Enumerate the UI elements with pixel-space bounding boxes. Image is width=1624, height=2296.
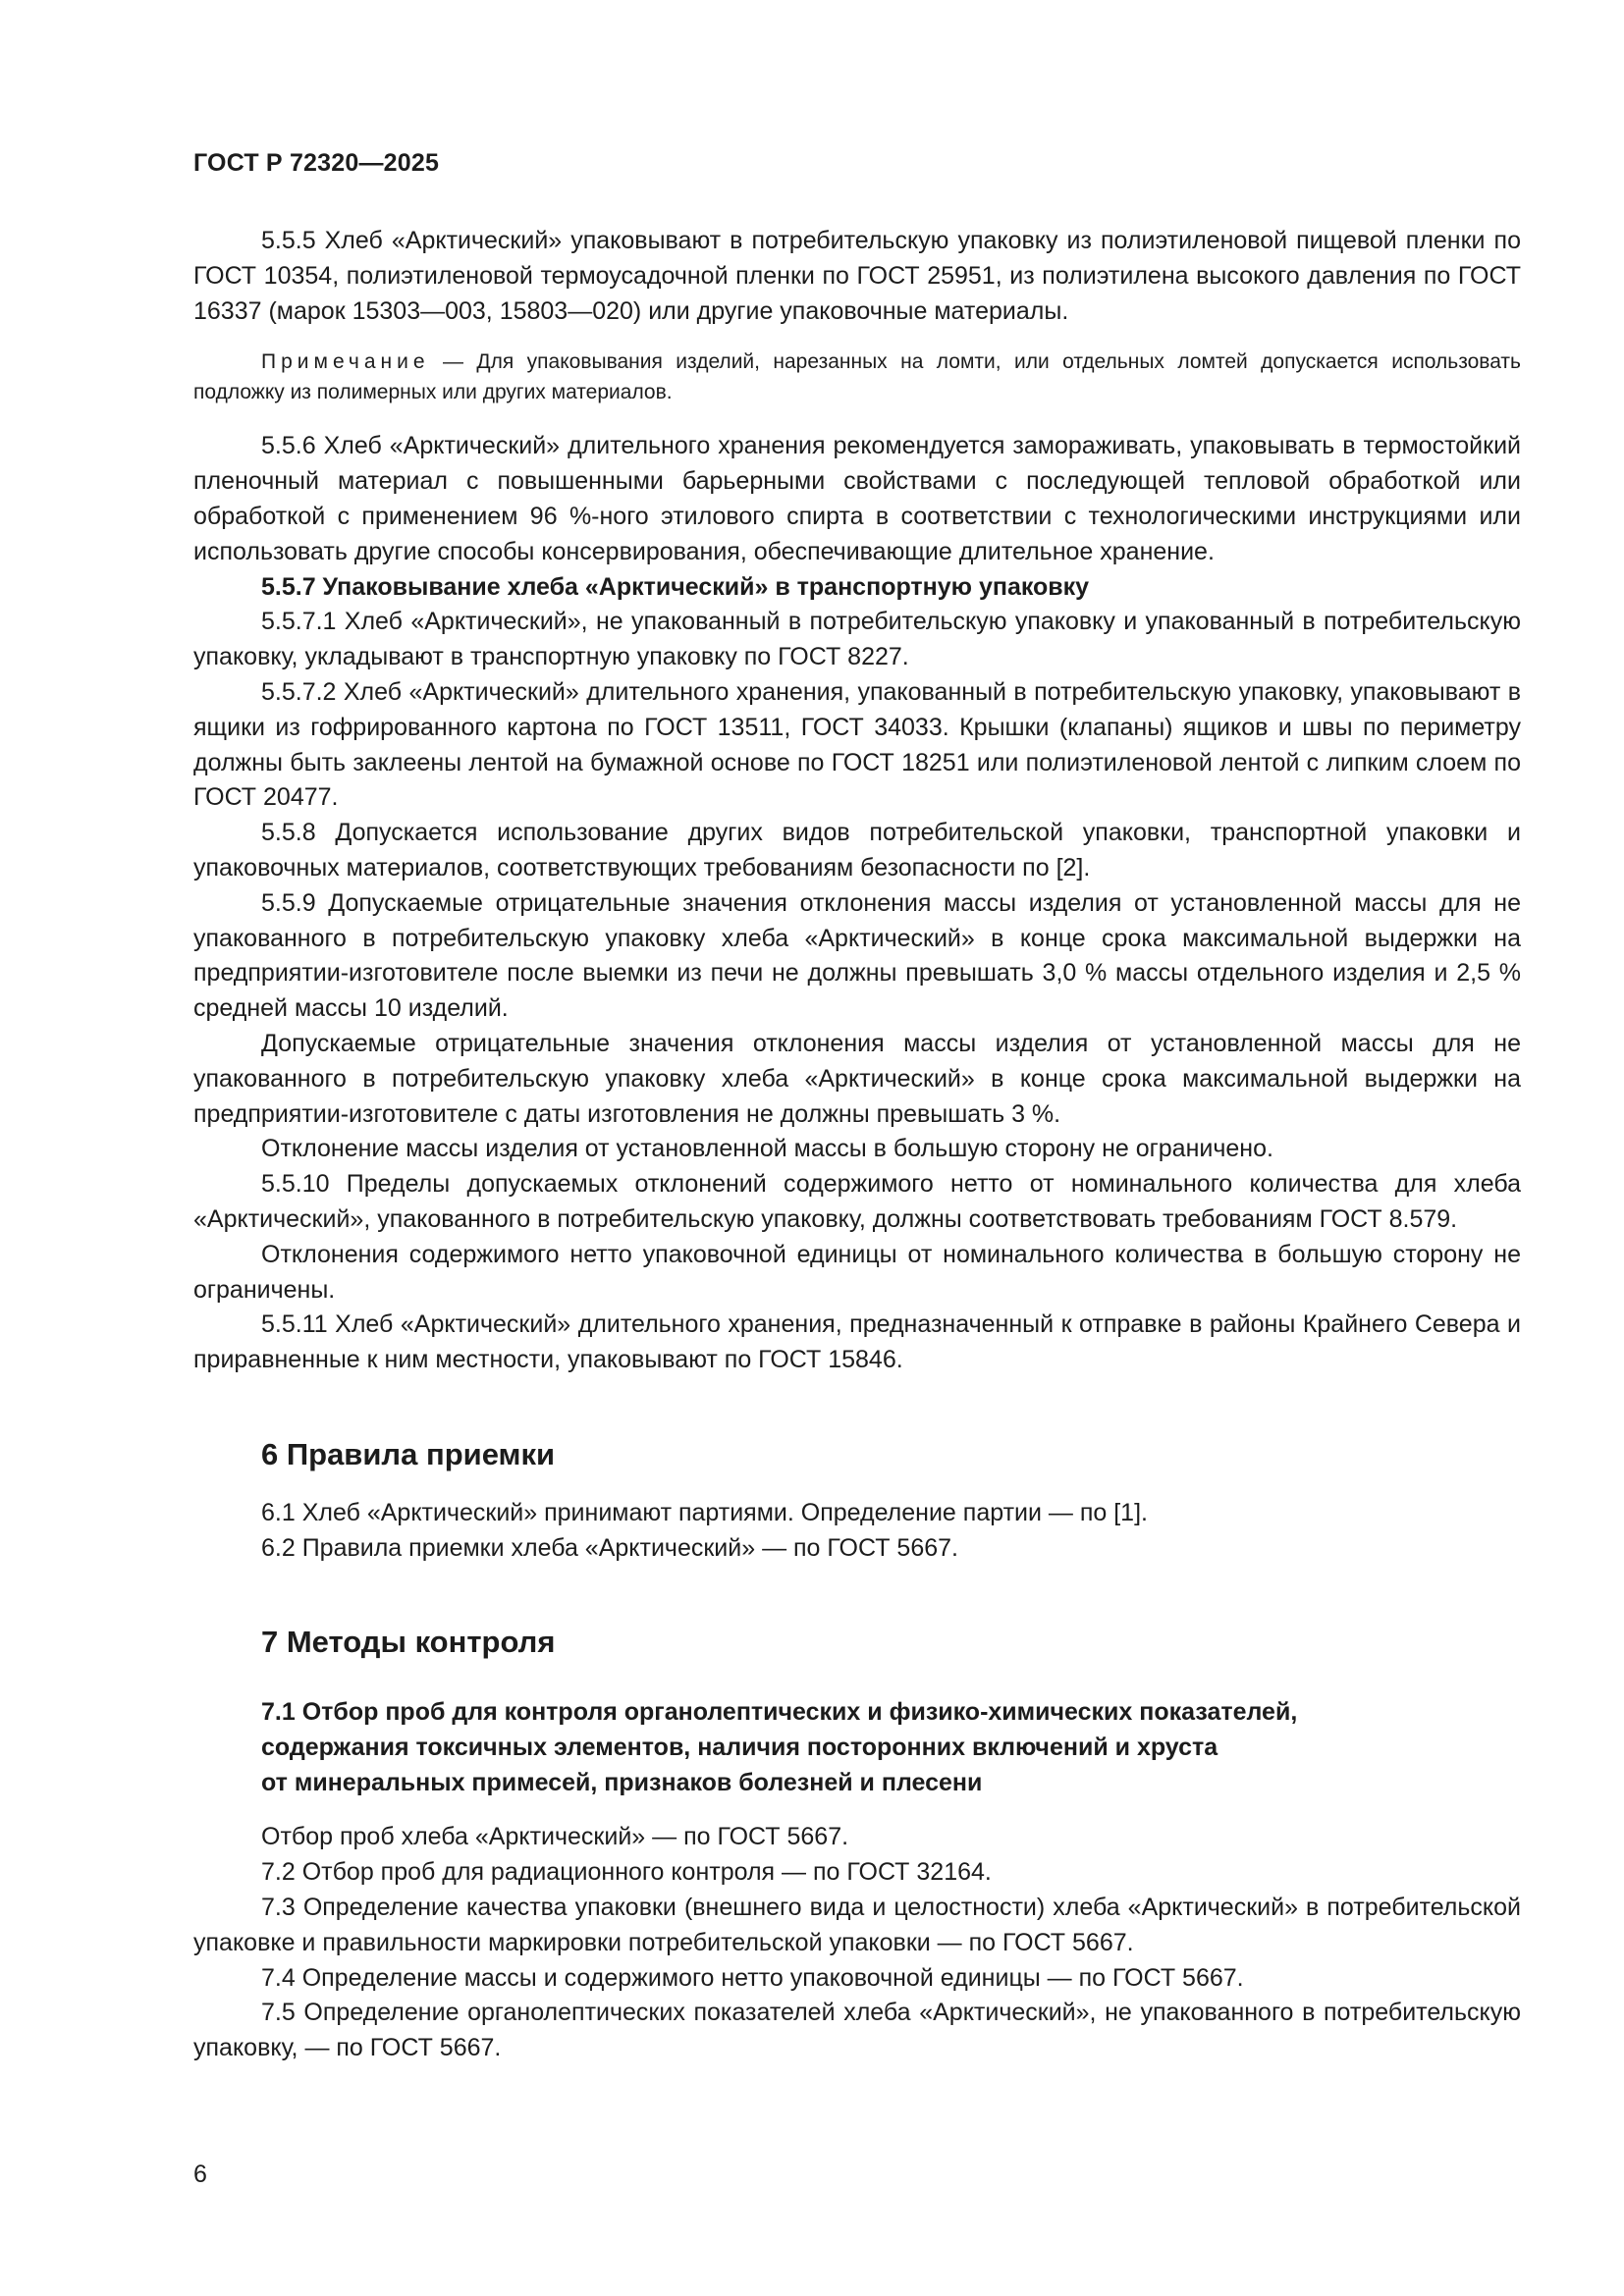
clause-5-5-10-paragraph-2: Отклонения содержимого нетто упаковочной единицы от номинального количества в большую сторону не ограничены.: [193, 1240, 1521, 1304]
clause-5-5-9-paragraph-3: Отклонение массы изделия от установленной массы в большую сторону не ограничено.: [261, 1135, 1273, 1163]
clause-7-5: 7.5 Определение органолептических показателей хлеба «Арктический», не упакованного в потребительскую упаковку, — по ГОСТ 5667.: [193, 1999, 1521, 2062]
clause-7-1-heading-line-2: содержания токсичных элементов, наличия посторонних включений и хруста: [261, 1733, 1218, 1761]
note: [193, 347, 1521, 407]
clause-5-5-9-paragraph-2: Допускаемые отрицательные значения отклонения массы изделия от установленной массы для не упакованного в потребительскую упаковку хлеба «Арктический» в конце срока максимальной выдержки на предприятии-изготовителе с даты изготовления не должны превышать 3 %.: [193, 1029, 1521, 1128]
clause-5-5-5: 5.5.5 Хлеб «Арктический» упаковывают в потребительскую упаковку из полиэтиленовой пищевой пленки по ГОСТ 10354, полиэтиленовой термоусадочной пленки по ГОСТ 25951, из полиэтилена высокого давления по ГОСТ 16337 (марок 15303—003, 15803—020) или другие упаковочные материалы.: [193, 227, 1521, 325]
clause-7-1-heading-line-3: от минеральных примесей, признаков болезней и плесени: [261, 1768, 983, 1796]
clause-5-5-7-heading: 5.5.7 Упаковывание хлеба «Арктический» в транспортную упаковку: [261, 572, 1090, 601]
clause-5-5-8: 5.5.8 Допускается использование других видов потребительской упаковки, транспортной упаковки и упаковочных материалов, соответствующих требованиям безопасности по [2].: [193, 819, 1521, 881]
clause-7-3: 7.3 Определение качества упаковки (внешнего вида и целостности) хлеба «Арктический» в потребительской упаковке и правильности маркировки потребительской упаковки — по ГОСТ 5667.: [193, 1894, 1521, 1956]
clause-7-2: 7.2 Отбор проб для радиационного контроля — по ГОСТ 32164.: [261, 1858, 992, 1887]
section-7-heading: 7 Методы контроля: [261, 1625, 556, 1660]
clause-5-5-11: 5.5.11 Хлеб «Арктический» длительного хранения, предназначенный к отправке в районы Крайнего Севера и приравненные к ним местности, упаковывают по ГОСТ 15846.: [193, 1310, 1521, 1374]
clause-5-5-6: 5.5.6 Хлеб «Арктический» длительного хранения рекомендуется замораживать, упаковывать в термостойкий пленочный материал с повышенными барьерными свойствами с последующей тепловой обработкой или обработкой с применением 96 %-ного этилового спирта в соответствии с технологическими инструкциями или использовать другие способы консервирования, обеспечивающие длительное хранение.: [193, 432, 1521, 565]
clause-5-5-7-2: 5.5.7.2 Хлеб «Арктический» длительного хранения, упакованный в потребительскую упаковку, упаковывают в ящики из гофрированного картона по ГОСТ 13511, ГОСТ 34033. Крышки (клапаны) ящиков и швы по периметру должны быть заклеены лентой на бумажной основе по ГОСТ 18251 или полиэтиленовой лентой с липким слоем по ГОСТ 20477.: [193, 677, 1521, 812]
clause-7-1-heading-line-1: 7.1 Отбор проб для контроля органолептических и физико-химических показателей,: [261, 1698, 1298, 1727]
clause-6-2: 6.2 Правила приемки хлеба «Арктический» — по ГОСТ 5667.: [261, 1533, 958, 1562]
section-6-heading: 6 Правила приемки: [261, 1436, 556, 1471]
page-number: 6: [193, 2161, 207, 2188]
note-label: Примечание: [261, 350, 430, 374]
note-text: — Для упаковывания изделий, нарезанных на ломти, или отдельных ломтей допускается использовать подложку из полимерных или других материалов.: [193, 350, 1521, 404]
clause-5-5-9: 5.5.9 Допускаемые отрицательные значения отклонения массы изделия от установленной массы для не упакованного в потребительскую упаковку хлеба «Арктический» в конце срока максимальной выдержки на предприятии-изготовителе после выемки из печи не должны превышать 3,0 % массы отдельного изделия и 2,5 % средней массы 10 изделий.: [193, 888, 1521, 1023]
clause-7-1-text: Отбор проб хлеба «Арктический» — по ГОСТ 5667.: [261, 1823, 849, 1851]
document-body: [193, 224, 1521, 2066]
clause-5-5-7-1: 5.5.7.1 Хлеб «Арктический», не упакованный в потребительскую упаковку и упакованный в потребительскую упаковку, укладывают в транспортную упаковку по ГОСТ 8227.: [193, 608, 1521, 671]
document-header: ГОСТ Р 72320—2025: [193, 149, 440, 177]
clause-7-4: 7.4 Определение массы и содержимого нетто упаковочной единицы — по ГОСТ 5667.: [261, 1963, 1244, 1992]
clause-7-1-heading: [193, 1695, 1521, 1800]
clause-5-5-10: 5.5.10 Пределы допускаемых отклонений содержимого нетто от номинального количества для хлеба «Арктический», упакованного в потребительскую упаковку, должны соответствовать требованиям ГОСТ 8.579.: [193, 1170, 1521, 1233]
clause-6-1: 6.1 Хлеб «Арктический» принимают партиями. Определение партии — по [1].: [261, 1498, 1148, 1526]
